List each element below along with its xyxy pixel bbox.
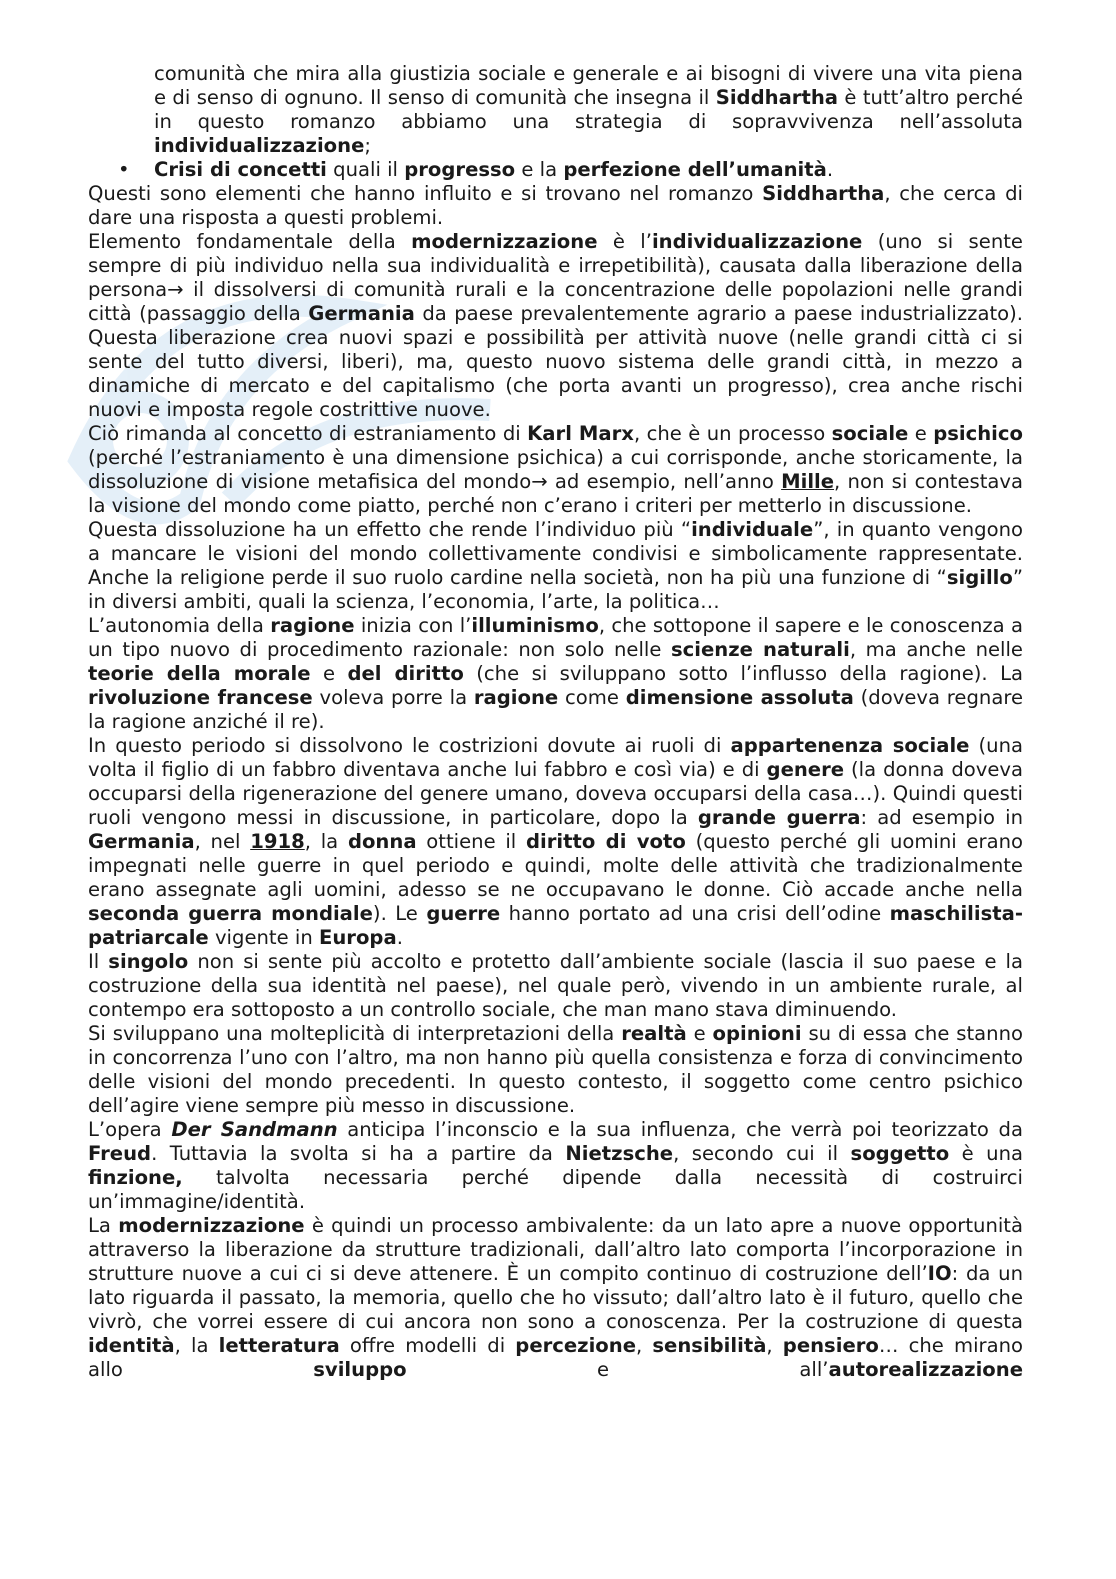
paragraph: Si sviluppano una molteplicità di interpretazioni della realtà e opinioni su di essa che stanno in concorrenza l’uno con l’altro, ma non hanno più quella consistenza e forza di convincimento delle visioni del mondo precedenti. In questo contesto, il soggetto come centro psichico dell’agire viene sempre più messo in discussione. [88,1022,1023,1117]
paragraph: La modernizzazione è quindi un processo ambivalente: da un lato apre a nuove opportunità attraverso la liberazione da strutture tradizionali, dall’altro lato comporta l’incorporazione in strutture nuove a cui ci si deve attenere. È un compito continuo di costruzione dell’IO: da un lato riguarda il passato, la memoria, quello che ho vissuto; dall’altro lato è il futuro, quello che vivrò, che vorrei essere di cui ancora non sono a conoscenza. Per la costruzione di questa identità, la letteratura offre modelli di percezione, sensibilità, pensiero… che mirano allo sviluppo e all’autorealizzazione [88,1214,1023,1381]
bullet-icon: • [118,158,130,181]
paragraph: Il singolo non si sente più accolto e protetto dall’ambiente sociale (lascia il suo paese e la costruzione della sua identità nel paese), nel quale però, vivendo in un ambiente rurale, al contempo era sottoposto a un controllo sociale, che man mano stava diminuendo. [88,950,1023,1021]
arrow-icon: → [167,278,184,301]
arrow-icon: → [531,470,548,493]
paragraph-continuation: comunità che mira alla giustizia sociale e generale e ai bisogni di vivere una vita piena e di senso di ognuno. Il senso di comunità che insegna il Siddhartha è tutt’altro perché in questo romanzo abbiamo una strategia di sopravvivenza nell’assoluta individualizzazione; [154,62,1023,157]
paragraph: L’opera Der Sandmann anticipa l’inconscio e la sua influenza, che verrà poi teorizzato da Freud. Tuttavia la svolta si ha a partire da Nietzsche, secondo cui il soggetto è una finzione, talvolta necessaria perché dipende dalla necessità di costruirci un’immagine/identità. [88,1118,1024,1213]
document-body [88,62,1023,1382]
paragraph: Elemento fondamentale della modernizzazione è l’individualizzazione (uno si sente sempre di più individuo nella sua individualità e irrepetibilità), causata dalla liberazione della persona→ il dissolversi di comunità rurali e la concentrazione delle popolazioni nelle grandi città (passaggio della Germania da paese prevalentemente agrario a paese industrializzato). Questa liberazione crea nuovi spazi e possibilità per attività nuove (nelle grandi città ci si sente del tutto diversi, liberi), ma, questo nuovo sistema delle grandi città, in mezzo a dinamiche di mercato e del capitalismo (che porta avanti un progresso), crea anche rischi nuovi e imposta regole costrittive nuove. [88,230,1023,421]
paragraph: Questa dissoluzione ha un effetto che rende l’individuo più “individuale”, in quanto vengono a mancare le visioni del mondo collettivamente condivisi e simbolicamente rappresentate. Anche la religione perde il suo ruolo cardine nella società, non ha più una funzione di “sigillo” in diversi ambiti, quali la scienza, l’economia, l’arte, la politica… [88,518,1023,613]
paragraph: L’autonomia della ragione inizia con l’illuminismo, che sottopone il sapere e le conoscenza a un tipo nuovo di procedimento razionale: non solo nelle scienze naturali, ma anche nelle teorie della morale e del diritto (che si sviluppano sotto l’influsso della ragione). La rivoluzione francese voleva porre la ragione come dimensione assoluta (doveva regnare la ragione anziché il re). [88,614,1024,733]
paragraph: Ciò rimanda al concetto di estraniamento di Karl Marx, che è un processo sociale e psichico (perché l’estraniamento è una dimensione psichica) a cui corrisponde, anche storicamente, la dissoluzione di visione metafisica del mondo→ ad esempio, nell’anno Mille, non si contestava la visione del mondo come piatto, perché non c’erano i criteri per metterlo in discussione. [88,422,1023,517]
paragraph: In questo periodo si dissolvono le costrizioni dovute ai ruoli di appartenenza sociale (una volta il figlio di un fabbro diventava anche lui fabbro e così via) e di genere (la donna doveva occuparsi della rigenerazione del genere umano, doveva occuparsi della casa…). Quindi questi ruoli vengono messi in discussione, in particolare, dopo la grande guerra: ad esempio in Germania, nel 1918, la donna ottiene il diritto di voto (questo perché gli uomini erano impegnati nelle guerre in quel periodo e quindi, molte delle attività che tradizionalmente erano assegnate agli uomini, adesso se ne occupavano le donne. Ciò accade anche nella seconda guerra mondiale). Le guerre hanno portato ad una crisi dell’odine maschilista-patriarcale vigente in Europa. [88,734,1024,949]
bullet-list-item: • Crisi di concetti quali il progresso e la perfezione dell’umanità. [118,158,834,181]
paragraph: Questi sono elementi che hanno influito e si trovano nel romanzo Siddhartha, che cerca di dare una risposta a questi problemi. [88,182,1024,229]
